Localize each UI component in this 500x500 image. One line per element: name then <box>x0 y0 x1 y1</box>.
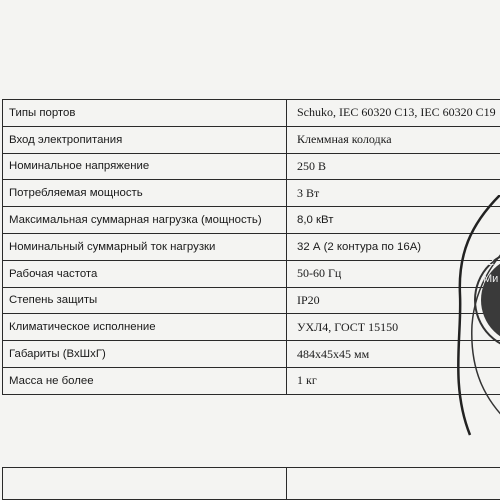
spec-table-body <box>3 100 500 395</box>
spec-label: Потребляемая мощность <box>3 180 287 207</box>
spec-label: Вход электропитания <box>3 126 287 153</box>
spec-table-continuation <box>2 467 500 500</box>
spec-label: Максимальная суммарная нагрузка (мощность) <box>3 207 287 234</box>
table-row-empty <box>3 468 500 500</box>
table-row <box>3 367 500 394</box>
spec-label: Климатическое исполнение <box>3 314 287 341</box>
spec-value: Schuko, IEC 60320 C13, IEC 60320 C19 <box>287 100 500 127</box>
spec-value: 250 В <box>287 153 500 180</box>
table-row <box>3 180 500 207</box>
table-row <box>3 341 500 368</box>
table-row <box>3 153 500 180</box>
spec-value: 8,0 кВт <box>287 207 500 234</box>
spec-label: Рабочая частота <box>3 260 287 287</box>
spec-value: 484х45х45 мм <box>287 341 500 368</box>
table-row <box>3 207 500 234</box>
spec-label: Степень защиты <box>3 287 287 314</box>
table-row <box>3 314 500 341</box>
spec-label: Типы портов <box>3 100 287 127</box>
spec-value: Клеммная колодка <box>287 126 500 153</box>
spec-value: 32 А (2 контура по 16А) <box>287 233 500 260</box>
empty-cell <box>287 468 500 500</box>
table-row <box>3 233 500 260</box>
spec-label: Номинальный суммарный ток нагрузки <box>3 233 287 260</box>
spec-value: IP20 <box>287 287 500 314</box>
spec-value: 50-60 Гц <box>287 260 500 287</box>
spec-label: Габариты (ВхШхГ) <box>3 341 287 368</box>
spec-label: Номинальное напряжение <box>3 153 287 180</box>
table-row <box>3 260 500 287</box>
stamp-seal <box>440 195 500 455</box>
spec-label: Масса не более <box>3 367 287 394</box>
spec-table <box>2 99 500 395</box>
seal-text-bottom: Ми <box>483 273 499 285</box>
spec-value: УХЛ4, ГОСТ 15150 <box>287 314 500 341</box>
table-row <box>3 100 500 127</box>
empty-cell <box>3 468 287 500</box>
spec-value: 3 Вт <box>287 180 500 207</box>
spec-value: 1 кг <box>287 367 500 394</box>
seal-text-top: 2 <box>488 256 495 268</box>
table-row <box>3 126 500 153</box>
table-row <box>3 287 500 314</box>
